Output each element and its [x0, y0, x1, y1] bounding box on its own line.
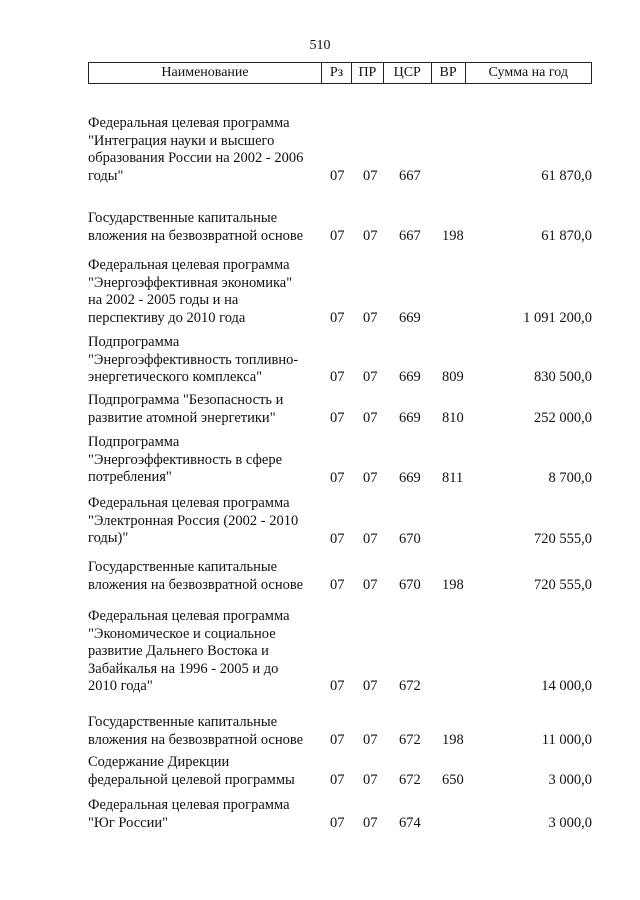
- row-sum: 14 000,0: [541, 677, 592, 694]
- row-csr: 670: [399, 530, 421, 547]
- row-rz: 07: [330, 227, 345, 244]
- header-sum: Сумма на год: [488, 65, 568, 80]
- table-row: [88, 434, 592, 487]
- row-rz: 07: [330, 576, 345, 593]
- row-name: Содержание Дирекции федеральной целевой программы: [88, 754, 295, 788]
- row-vr: 198: [442, 576, 464, 593]
- row-csr: 669: [399, 409, 421, 426]
- row-pr: 07: [363, 731, 378, 748]
- row-pr: 07: [363, 530, 378, 547]
- row-vr: 811: [442, 469, 464, 486]
- row-rz: 07: [330, 771, 345, 788]
- row-sum: 3 000,0: [548, 814, 592, 831]
- row-vr: 810: [442, 409, 464, 426]
- row-pr: 07: [363, 227, 378, 244]
- row-pr: 07: [363, 368, 378, 385]
- header-pr: ПР: [352, 63, 384, 83]
- row-name: Подпрограмма "Энергоэффективность в сфере потребления": [88, 434, 283, 485]
- row-pr: 07: [363, 469, 378, 486]
- header-rz: Рз: [322, 63, 352, 83]
- row-name: Государственные капитальные вложения на безвозвратной основе: [88, 210, 304, 244]
- row-name: Подпрограмма "Безопасность и развитие атомной энергетики": [88, 392, 284, 426]
- table-row: [88, 495, 592, 548]
- row-pr: 07: [363, 309, 378, 326]
- row-vr: 809: [442, 368, 464, 385]
- row-name: Федеральная целевая программа "Энергоэффективная экономика" на 2002 - 2005 годы и на перспективу до 2010 года: [88, 257, 293, 326]
- row-sum: 252 000,0: [534, 409, 592, 426]
- row-sum: 1 091 200,0: [523, 309, 592, 326]
- row-pr: 07: [363, 771, 378, 788]
- row-rz: 07: [330, 409, 345, 426]
- page-number: 510: [309, 38, 331, 53]
- row-name: Подпрограмма "Энергоэффективность топливно- энергетического комплекса": [88, 334, 299, 385]
- table-header: [88, 62, 592, 84]
- row-rz: 07: [330, 167, 345, 184]
- row-csr: 674: [399, 814, 421, 831]
- header-vr: ВР: [432, 63, 466, 83]
- row-csr: 667: [399, 167, 421, 184]
- row-rz: 07: [330, 469, 345, 486]
- row-name: Государственные капитальные вложения на безвозвратной основе: [88, 714, 304, 748]
- row-vr: 650: [442, 771, 464, 788]
- row-rz: 07: [330, 677, 345, 694]
- row-rz: 07: [330, 309, 345, 326]
- row-csr: 672: [399, 677, 421, 694]
- row-rz: 07: [330, 530, 345, 547]
- row-csr: 672: [399, 771, 421, 788]
- table-row: [88, 797, 592, 832]
- row-sum: 61 870,0: [541, 167, 592, 184]
- row-pr: 07: [363, 409, 378, 426]
- header-name: Наименование: [89, 63, 322, 83]
- row-csr: 672: [399, 731, 421, 748]
- table-row: [88, 559, 592, 594]
- table-row: [88, 257, 592, 327]
- row-sum: 830 500,0: [534, 368, 592, 385]
- row-csr: 669: [399, 469, 421, 486]
- row-sum: 3 000,0: [548, 771, 592, 788]
- row-rz: 07: [330, 731, 345, 748]
- row-vr: 198: [442, 731, 464, 748]
- table-row: [88, 754, 592, 789]
- row-csr: 669: [399, 368, 421, 385]
- row-sum: 61 870,0: [541, 227, 592, 244]
- row-pr: 07: [363, 677, 378, 694]
- row-sum: 8 700,0: [548, 469, 592, 486]
- row-sum: 11 000,0: [541, 731, 592, 748]
- row-rz: 07: [330, 368, 345, 385]
- table-row: [88, 210, 592, 245]
- row-name: Федеральная целевая программа "Экономическое и социальное развитие Дальнего Востока и Забайкалья на 1996 - 2005 и до 2010 года": [88, 608, 290, 694]
- row-sum: 720 555,0: [534, 530, 592, 547]
- row-sum: 720 555,0: [534, 576, 592, 593]
- row-vr: 198: [442, 227, 464, 244]
- row-pr: 07: [363, 576, 378, 593]
- row-name: Федеральная целевая программа "Интеграция науки и высшего образования России на 2002 - 2006 годы": [88, 115, 304, 184]
- row-name: Государственные капитальные вложения на безвозвратной основе: [88, 559, 304, 593]
- header-csr: ЦСР: [384, 63, 432, 83]
- row-pr: 07: [363, 814, 378, 831]
- row-csr: 667: [399, 227, 421, 244]
- row-csr: 670: [399, 576, 421, 593]
- row-name: Федеральная целевая программа "Юг России": [88, 797, 290, 831]
- table-row: [88, 115, 592, 185]
- table-row: [88, 334, 592, 386]
- table-row: [88, 392, 592, 427]
- row-csr: 669: [399, 309, 421, 326]
- row-name: Федеральная целевая программа "Электронная Россия (2002 - 2010 годы)": [88, 495, 299, 546]
- table-row: [88, 714, 592, 749]
- table-row: [88, 608, 592, 695]
- row-rz: 07: [330, 814, 345, 831]
- row-pr: 07: [363, 167, 378, 184]
